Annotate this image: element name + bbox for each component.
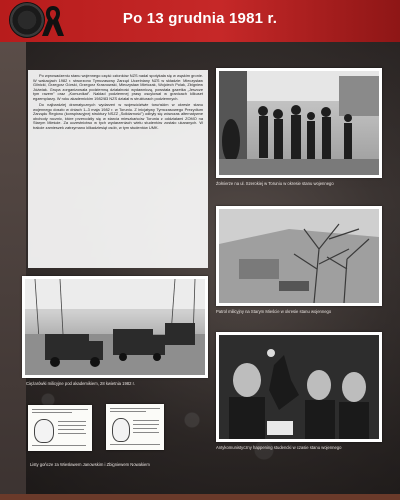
article-text	[28, 70, 208, 268]
bottom-bar	[0, 494, 400, 500]
article-paragraph: Po wprowadzeniu stanu wojennego część członków NZS nadal spotykała się w wąskim gronie. W wakacjach 1982 r. stworzono Tymczasowy Zarząd Uczelniany NZS w składzie: Mieczysław Gilnicki, Grzegorz Górski, Grzegorz Krasnowski, Mieczysław Mietczak, Wojciech Polak, Zbigniew Jóźwiak. Grupa zorganizowała podziemną działalność wydawniczą, powstała gazetka „Jeszcze tym razem” oraz „Komunikat”. Nakład podziemnej prasy oscylował w granicach kilkuset egzemplarzy. W roku akademickim 1982/83 NZS działał w strukturach podziemnych.	[33, 73, 203, 101]
photo-police-trucks	[22, 276, 208, 378]
wanted-poster-document	[106, 404, 164, 450]
wanted-poster-document	[28, 405, 92, 451]
photo-soldiers-street	[216, 68, 382, 178]
street-scene-illustration	[219, 71, 379, 175]
old-town-illustration	[219, 209, 379, 303]
documents-caption: Listy gończe za Wiesławem Janowskim i Zbigniewem Nowakiem	[30, 462, 150, 467]
article-paragraph: Do najbardziej dramatycznych wydarzeń w województwie toruńskim w okresie stanu wojennego doszło w dniach 1–3 maja 1982 r. w Toruniu. Z inicjatywy Tymczasowego Prezydium Zarządu Regionu (konspiracyjnej struktury NSZZ „Solidarność”) odbyły się wówczas alternatywne obchody rocznic, które przerodziły się w starcia mieszkańców Torunia z oddziałami ZOMO na Starym Mieście. Za uczestnictwo w tych wydarzeniach wielu studentów zostało ukaranych. W trakcie zamieszek zatrzymano kilkadziesiąt osób, w tym studentów UMK.	[33, 102, 203, 131]
photo-image	[219, 71, 379, 175]
photo-caption: Patrol milicyjny na Starym Mieście w okresie stanu wojennego	[216, 309, 332, 314]
photo-image	[25, 279, 205, 375]
sketch-portrait	[34, 419, 54, 443]
page-title: Po 13 grudnia 1981 r.	[122, 10, 278, 27]
photo-patrol-old-town	[216, 206, 382, 306]
photo-image	[219, 335, 379, 439]
photo-student-happening	[216, 332, 382, 442]
photo-caption: Antykomunistyczny happening studencki w czasie stanu wojennego	[216, 445, 342, 450]
sketch-portrait	[112, 418, 130, 442]
photo-caption: Ciężarówki milicyjne pod akademikiem, 28 kwietnia 1982 r.	[26, 381, 135, 386]
left-decorative-strip	[0, 42, 26, 500]
photo-caption: Żołnierze na ul. Szerokiej w Toruniu w okresie stanu wojennego	[216, 181, 334, 186]
happening-illustration	[219, 335, 379, 439]
trucks-illustration	[25, 279, 205, 375]
header-bar	[0, 0, 400, 42]
photo-image	[219, 209, 379, 303]
